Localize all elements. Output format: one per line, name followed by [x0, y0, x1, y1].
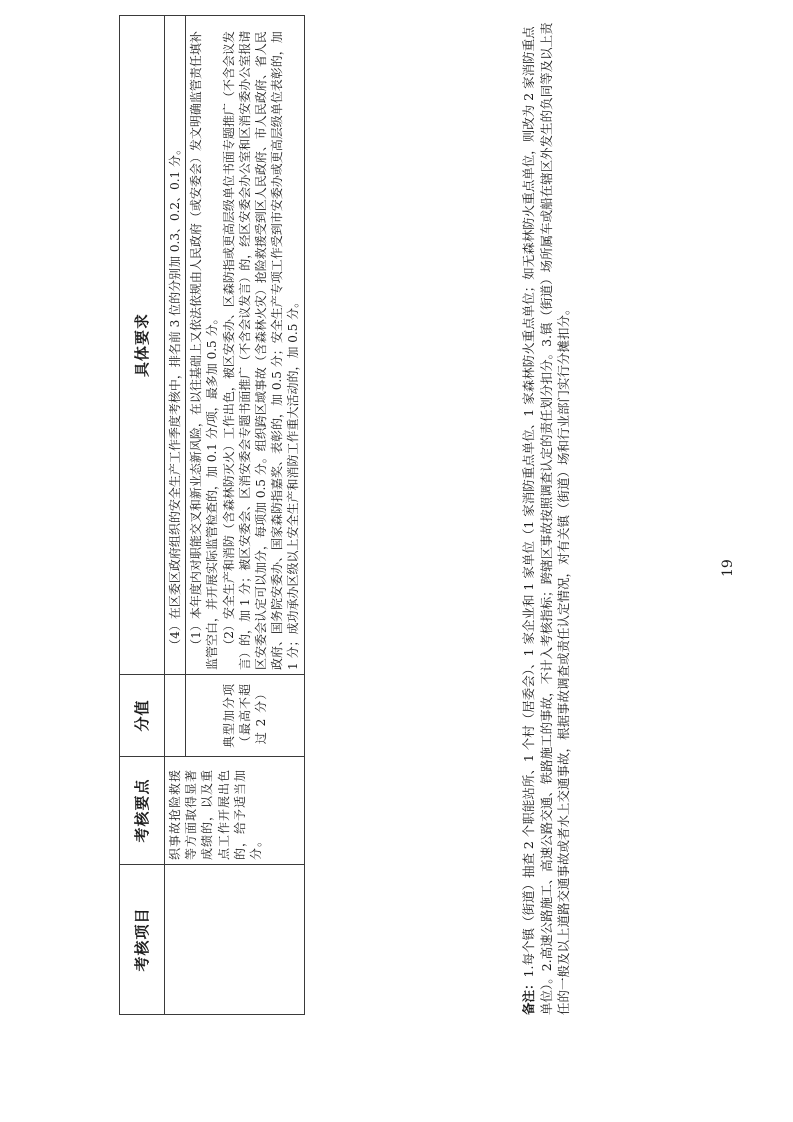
header-point: 考核要点	[120, 757, 165, 865]
header-item: 考核项目	[120, 865, 165, 1015]
header-requirement: 具体要求	[120, 16, 165, 675]
requirement-paragraph: （4）在区委区政府组织的安全生产工作季度考核中，排名前 3 位的分别加 0.3、0.2、0.1 分。	[168, 143, 182, 651]
cell-score	[186, 675, 304, 757]
table-header-row	[120, 16, 165, 1015]
remark-label: 备注：	[521, 977, 536, 1015]
cell-score	[165, 675, 186, 757]
score-text: 典型加分项（最高不超过 2 分）	[221, 683, 268, 749]
cell-requirement	[186, 16, 304, 675]
remark-text: 1.每个镇（街道）抽查 2 个职能站所、1 个村（居委会）、1 家企业和 1 家单位（1 家消防重点单位、1 家森林防火重点单位；如无森林防火重点单位，则改为 2 家消防重点单位）。2.高速公路施工、高速公路交通、铁路施工的事故，不计入考核指标；跨辖区事故按照调查认定的责任划分扣分。3.镇（街道）场所属车或船在辖区外发生的负同等及以上责任的一般及以上道路交通事故或者水上交通事故，根据事故调查或责任认定情况，对有关镇（街道）场和行业部门实行分摊扣分。	[521, 22, 571, 1015]
requirement-paragraph: （1）本年度内对职能交叉和新业态新风险，在以往基础上又依法依规由人民政府（或安委会）发文明确监管责任填补监管空白，并开展实际监管检查的，加 0.1 分/项，最多加 0.5 分。	[189, 31, 220, 670]
assessment-table	[119, 15, 305, 1015]
header-score: 分值	[120, 675, 165, 757]
cell-point: 织事故抢险救援等方面取得显著成绩的，以及重点工作开展出色的，给予适当加分。	[165, 757, 305, 865]
requirement-paragraph: （2）安全生产和消防（含森林防灭火）工作出色，被区安委办、区森防指或更高层级单位书面专题推广（不含会议发言）的，加 1 分；被区安委会、区消安委会专题书面推广（不含会议发言）的，经区安委会办公室和区消安委办公室报请区安委会认定可以加分，每项加 0.5 分。组织跨区域事故（含森林火灾）抢险救援受到区人民政府、市人民政府、省人民政府、国务院安委办、国家森防指嘉奖、表彰的，加 0.5 分；安全生产专项工作受到市安委办或更高层级单位表彰的，加 1 分；成功承办区级以上安全生产和消防工作重大活动的，加 0.5 分。	[221, 30, 301, 670]
page-number: 19	[720, 559, 736, 577]
cell-requirement	[165, 16, 186, 675]
table-row	[165, 16, 186, 1015]
remark-note	[520, 15, 573, 1015]
cell-item	[165, 865, 305, 1015]
